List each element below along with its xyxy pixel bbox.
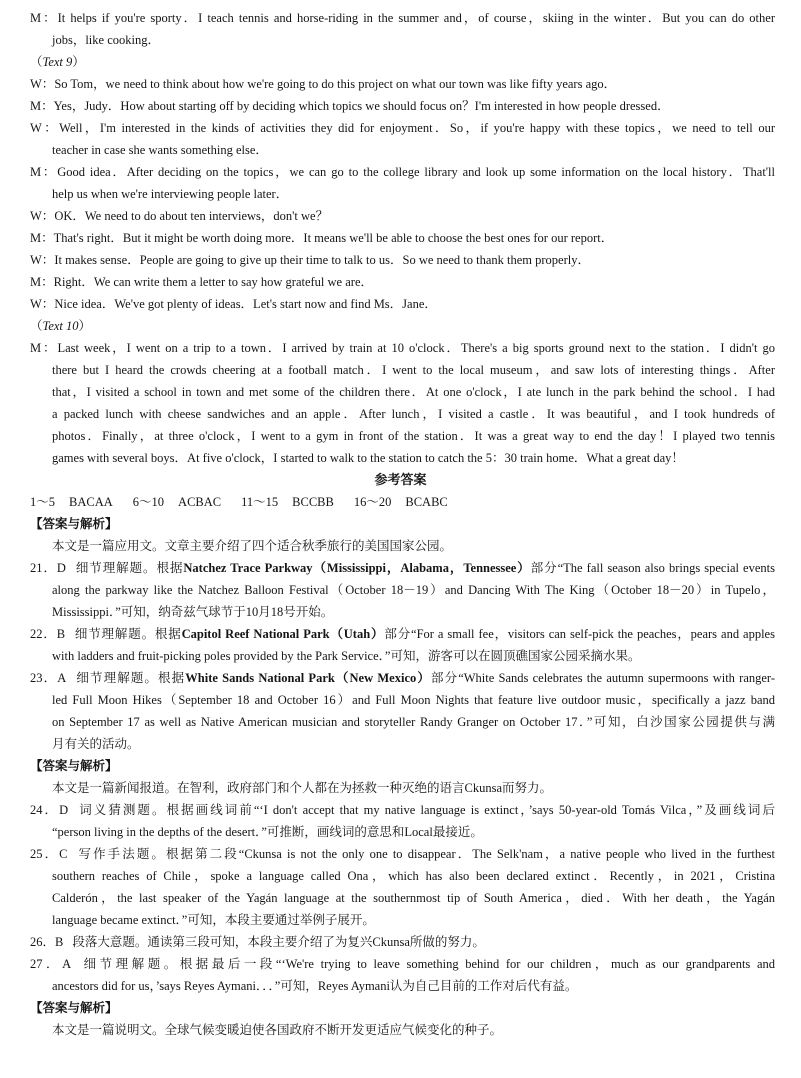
explanation-text: 部分“For a small fee，visitors can self-pick the peaches，pears and apples bbox=[384, 627, 775, 641]
question-type: 细节理解题。 bbox=[80, 957, 180, 971]
dialogue-text: Good idea．After deciding on the topics，we can go to the college library and look up some information on the local history．That'll bbox=[57, 165, 775, 179]
dialogue-line bbox=[52, 29, 775, 51]
explanation-text: with ladders and fruit-picking poles provided by the Park Service．”可知，游客可以在圆顶礁国家公园采摘水果。 bbox=[52, 649, 641, 663]
answer-letter: D bbox=[56, 561, 66, 575]
dialogue-line bbox=[30, 161, 775, 183]
answer-letter: C bbox=[59, 847, 68, 861]
question-number: 26． bbox=[30, 935, 56, 949]
explanation-line bbox=[52, 733, 775, 755]
explanation-text: 根据 bbox=[156, 561, 184, 575]
answer-analysis-tag: 【答案与解析】 bbox=[30, 517, 118, 531]
answer-letters: ACBAC bbox=[178, 495, 222, 509]
section-label: Text 10 bbox=[42, 319, 79, 333]
answer-letter: D bbox=[59, 803, 69, 817]
passage-summary: 本文是一篇新闻报道。在智利，政府部门和个人都在为拯救一种灭绝的语言Ckunsa而努力。 bbox=[52, 781, 553, 795]
question-type: 段落大意题。 bbox=[72, 935, 148, 949]
explanation-text: southern reaches of Chile，spoke a language called Ona，which has also been declared extinct．Recently，in 2021，Cristina bbox=[52, 869, 775, 883]
dialogue-text: So Tom，we need to think about how we're going to do this project on what our town was like fifty years ago． bbox=[54, 77, 617, 91]
question-number: 27． bbox=[30, 957, 63, 971]
section-heading-text-9 bbox=[30, 51, 775, 73]
dialogue-text: It helps if you're sporty．I teach tennis and horse-riding in the summer and，of course，skiing in the winter．But you can do other bbox=[57, 11, 775, 25]
explanation-line bbox=[52, 821, 775, 843]
explanation-text: 根据最后一段“‘We're trying to leave something behind for our children，much as our grandparents and bbox=[179, 957, 775, 971]
explanation-text: 根据第二段“Ckunsa is not the only one to disappear．The Selk'nam，a native people who lived in the furthest bbox=[165, 847, 775, 861]
dialogue-line bbox=[30, 293, 775, 315]
monologue-line bbox=[52, 447, 775, 469]
explanation-line bbox=[52, 645, 775, 667]
question-type: 细节理解题。 bbox=[74, 627, 155, 641]
speaker-label: W： bbox=[30, 121, 60, 135]
question-range: 1～5 bbox=[30, 495, 56, 509]
dialogue-text: That's right．But it might be worth doing more．It means we'll be able to choose the best ones for our report． bbox=[53, 231, 614, 245]
explanation-text: 根据画线词前“‘I don't accept that my native language is extinct，’says 50-year-old Tomás Vilca，”及画线词后 bbox=[166, 803, 775, 817]
explanation-text: Calderón，the last speaker of the Yagán language at the southernmost tip of South America，died．With her death，the Yagán bbox=[52, 891, 775, 905]
explanation-line bbox=[52, 909, 775, 931]
dialogue-line bbox=[30, 7, 775, 29]
explanation-line bbox=[30, 843, 775, 865]
monologue-line bbox=[52, 381, 775, 403]
dialogue-line bbox=[52, 139, 775, 161]
question-number: 24． bbox=[30, 803, 60, 817]
monologue-line bbox=[30, 337, 775, 359]
monologue-line bbox=[52, 359, 775, 381]
dialogue-text: OK．We need to do about ten interviews，don't we？ bbox=[54, 209, 329, 223]
speaker-label: W： bbox=[30, 297, 55, 311]
answer-key-heading: 参考答案 bbox=[374, 472, 427, 487]
explanation-line bbox=[52, 711, 775, 733]
park-section-name: Natchez Trace Parkway（Mississippi，Alabama，Tennessee） bbox=[183, 561, 531, 575]
explanation-line bbox=[30, 557, 775, 579]
explanation-text: 通读第三段可知，本段主要介绍了为复兴Ckunsa所做的努力。 bbox=[147, 935, 485, 949]
dialogue-line bbox=[30, 95, 775, 117]
answer-key-row bbox=[30, 491, 775, 513]
dialogue-text: It makes sense．People are going to give up their time to talk to us．So we need to thank them properly． bbox=[54, 253, 590, 267]
passage-summary: 本文是一篇说明文。全球气候变暖迫使各国政府不断开发更适应气候变化的种子。 bbox=[52, 1023, 503, 1037]
explanation-line bbox=[52, 689, 775, 711]
speaker-label: M： bbox=[30, 231, 54, 245]
monologue-line bbox=[52, 425, 775, 447]
explanation-text: on September 17 as well as Native American musician and storyteller Randy Granger on October 17．”可知，白沙国家公园提供与满 bbox=[52, 715, 775, 729]
explanation-line bbox=[30, 667, 775, 689]
answer-letter: B bbox=[56, 627, 66, 641]
question-number: 22． bbox=[30, 627, 57, 641]
speaker-label: M： bbox=[30, 165, 58, 179]
speaker-label: M： bbox=[30, 99, 54, 113]
answer-letters: BACAA bbox=[69, 495, 113, 509]
question-range: 6～10 bbox=[132, 495, 165, 509]
dialogue-text: Nice idea．We've got plenty of ideas．Let's start now and find Ms．Jane． bbox=[54, 297, 437, 311]
question-type: 细节理解题。 bbox=[74, 561, 157, 575]
explanation-text: 部分“The fall season also brings special events bbox=[530, 561, 775, 575]
question-number: 21． bbox=[30, 561, 57, 575]
question-number: 23． bbox=[30, 671, 58, 685]
question-range: 11～15 bbox=[241, 495, 279, 509]
answer-letter: A bbox=[62, 957, 72, 971]
explanation-text: 部分“White Sands celebrates the autumn supermoons with ranger- bbox=[430, 671, 775, 685]
paren-close: ） bbox=[78, 319, 92, 333]
paren-close: ） bbox=[72, 55, 85, 69]
answer-letter: B bbox=[55, 935, 64, 949]
explanation-text: ancestors did for us，’says Reyes Aymani．．．”可知，Reyes Aymani认为自己目前的工作对后代有益。 bbox=[52, 979, 578, 993]
paren-open: （ bbox=[30, 319, 43, 333]
dialogue-text: teacher in case she wants something else． bbox=[52, 143, 268, 157]
explanation-text: “person living in the depths of the desert．”可推断，画线词的意思和Local最接近。 bbox=[52, 825, 483, 839]
dialogue-text: Well，I'm interested in the kinds of activities they did for enjoyment．So，if you're happy with these topics，we need to tell our bbox=[59, 121, 775, 135]
speaker-label: W： bbox=[30, 77, 55, 91]
explanation-line bbox=[52, 975, 775, 997]
passage-summary: 本文是一篇应用文。文章主要介绍了四个适合秋季旅行的美国国家公园。 bbox=[52, 539, 453, 553]
explanation-line bbox=[52, 579, 775, 601]
explanation-text: along the parkway like the Natchez Balloon Festival（October 18－19）and Dancing With The King（October 18－20）in Tupelo， bbox=[52, 583, 775, 597]
answer-letter: A bbox=[57, 671, 67, 685]
explanation-text: Mississippi．”可知，纳奇兹气球节于10月18号开始。 bbox=[52, 605, 334, 619]
dialogue-line bbox=[52, 183, 775, 205]
dialogue-line bbox=[30, 117, 775, 139]
dialogue-text: Right．We can write them a letter to say how grateful we are． bbox=[53, 275, 373, 289]
question-range: 16～20 bbox=[353, 495, 392, 509]
monologue-text: that，I visited a school in town and met some of the children there．At one o'clock，I ate lunch in the park behind the school．I had bbox=[52, 385, 775, 399]
question-number: 25． bbox=[30, 847, 60, 861]
speaker-label: M： bbox=[30, 341, 58, 355]
answer-letters: BCCBB bbox=[292, 495, 334, 509]
monologue-text: a packed lunch with cheese sandwiches and an apple．After lunch，I visited a castle．It was beautiful，and I took hundreds of bbox=[52, 407, 775, 421]
question-type: 词义猜测题。 bbox=[77, 803, 167, 817]
explanation-text: language became extinct．”可知，本段主要通过举例子展开。 bbox=[52, 913, 375, 927]
question-type: 写作手法题。 bbox=[76, 847, 166, 861]
monologue-text: there but I heard the crowds cheering at a football match．I went to the local museum，and saw lots of interesting things．After bbox=[52, 363, 775, 377]
park-section-name: White Sands National Park（New Mexico） bbox=[185, 671, 431, 685]
answer-analysis-tag: 【答案与解析】 bbox=[30, 1001, 118, 1015]
dialogue-text: jobs，like cooking． bbox=[52, 33, 160, 47]
explanation-text: led Full Moon Hikes（September 18 and October 16）and Full Moon Nights that feature live outdoor music，specifically a jazz band bbox=[52, 693, 775, 707]
monologue-text: photos．Finally，at three o'clock，I went to a gym in front of the station．It was a great way to end the day！I played two tennis bbox=[52, 429, 775, 443]
explanation-line bbox=[52, 865, 775, 887]
explanation-line bbox=[52, 887, 775, 909]
park-section-name: Capitol Reef National Park（Utah） bbox=[181, 627, 385, 641]
speaker-label: M： bbox=[30, 275, 54, 289]
paren-open: （ bbox=[30, 55, 43, 69]
speaker-label: M： bbox=[30, 11, 58, 25]
dialogue-line bbox=[30, 73, 775, 95]
monologue-text: games with several boys．At five o'clock，I started to walk to the station to catch the 5：30 train home．What a great day！ bbox=[52, 451, 684, 465]
explanation-line bbox=[30, 931, 775, 953]
dialogue-line bbox=[30, 205, 775, 227]
answer-analysis-tag: 【答案与解析】 bbox=[30, 759, 118, 773]
monologue-text: Last week，I went on a trip to a town．I arrived by train at 10 o'clock．There's a big sports ground next to the station．I didn't go bbox=[57, 341, 775, 355]
explanation-line bbox=[30, 799, 775, 821]
explanation-line bbox=[30, 953, 775, 975]
section-heading-text-10 bbox=[30, 315, 775, 337]
speaker-label: W： bbox=[30, 209, 55, 223]
question-type: 细节理解题。 bbox=[75, 671, 159, 685]
dialogue-line bbox=[30, 227, 775, 249]
section-label: Text 9 bbox=[42, 55, 73, 69]
explanation-line bbox=[30, 623, 775, 645]
explanation-text: 根据 bbox=[158, 671, 186, 685]
dialogue-line bbox=[30, 271, 775, 293]
answer-letters: BCABC bbox=[405, 495, 448, 509]
dialogue-line bbox=[30, 249, 775, 271]
dialogue-text: help us when we're interviewing people later． bbox=[52, 187, 289, 201]
explanation-text: 月有关的活动。 bbox=[52, 737, 140, 751]
explanation-text: 根据 bbox=[154, 627, 182, 641]
monologue-line bbox=[52, 403, 775, 425]
explanation-line bbox=[52, 601, 775, 623]
speaker-label: W： bbox=[30, 253, 55, 267]
dialogue-text: Yes，Judy．How about starting off by deciding which topics we should focus on？I'm interested in how people dressed． bbox=[53, 99, 670, 113]
